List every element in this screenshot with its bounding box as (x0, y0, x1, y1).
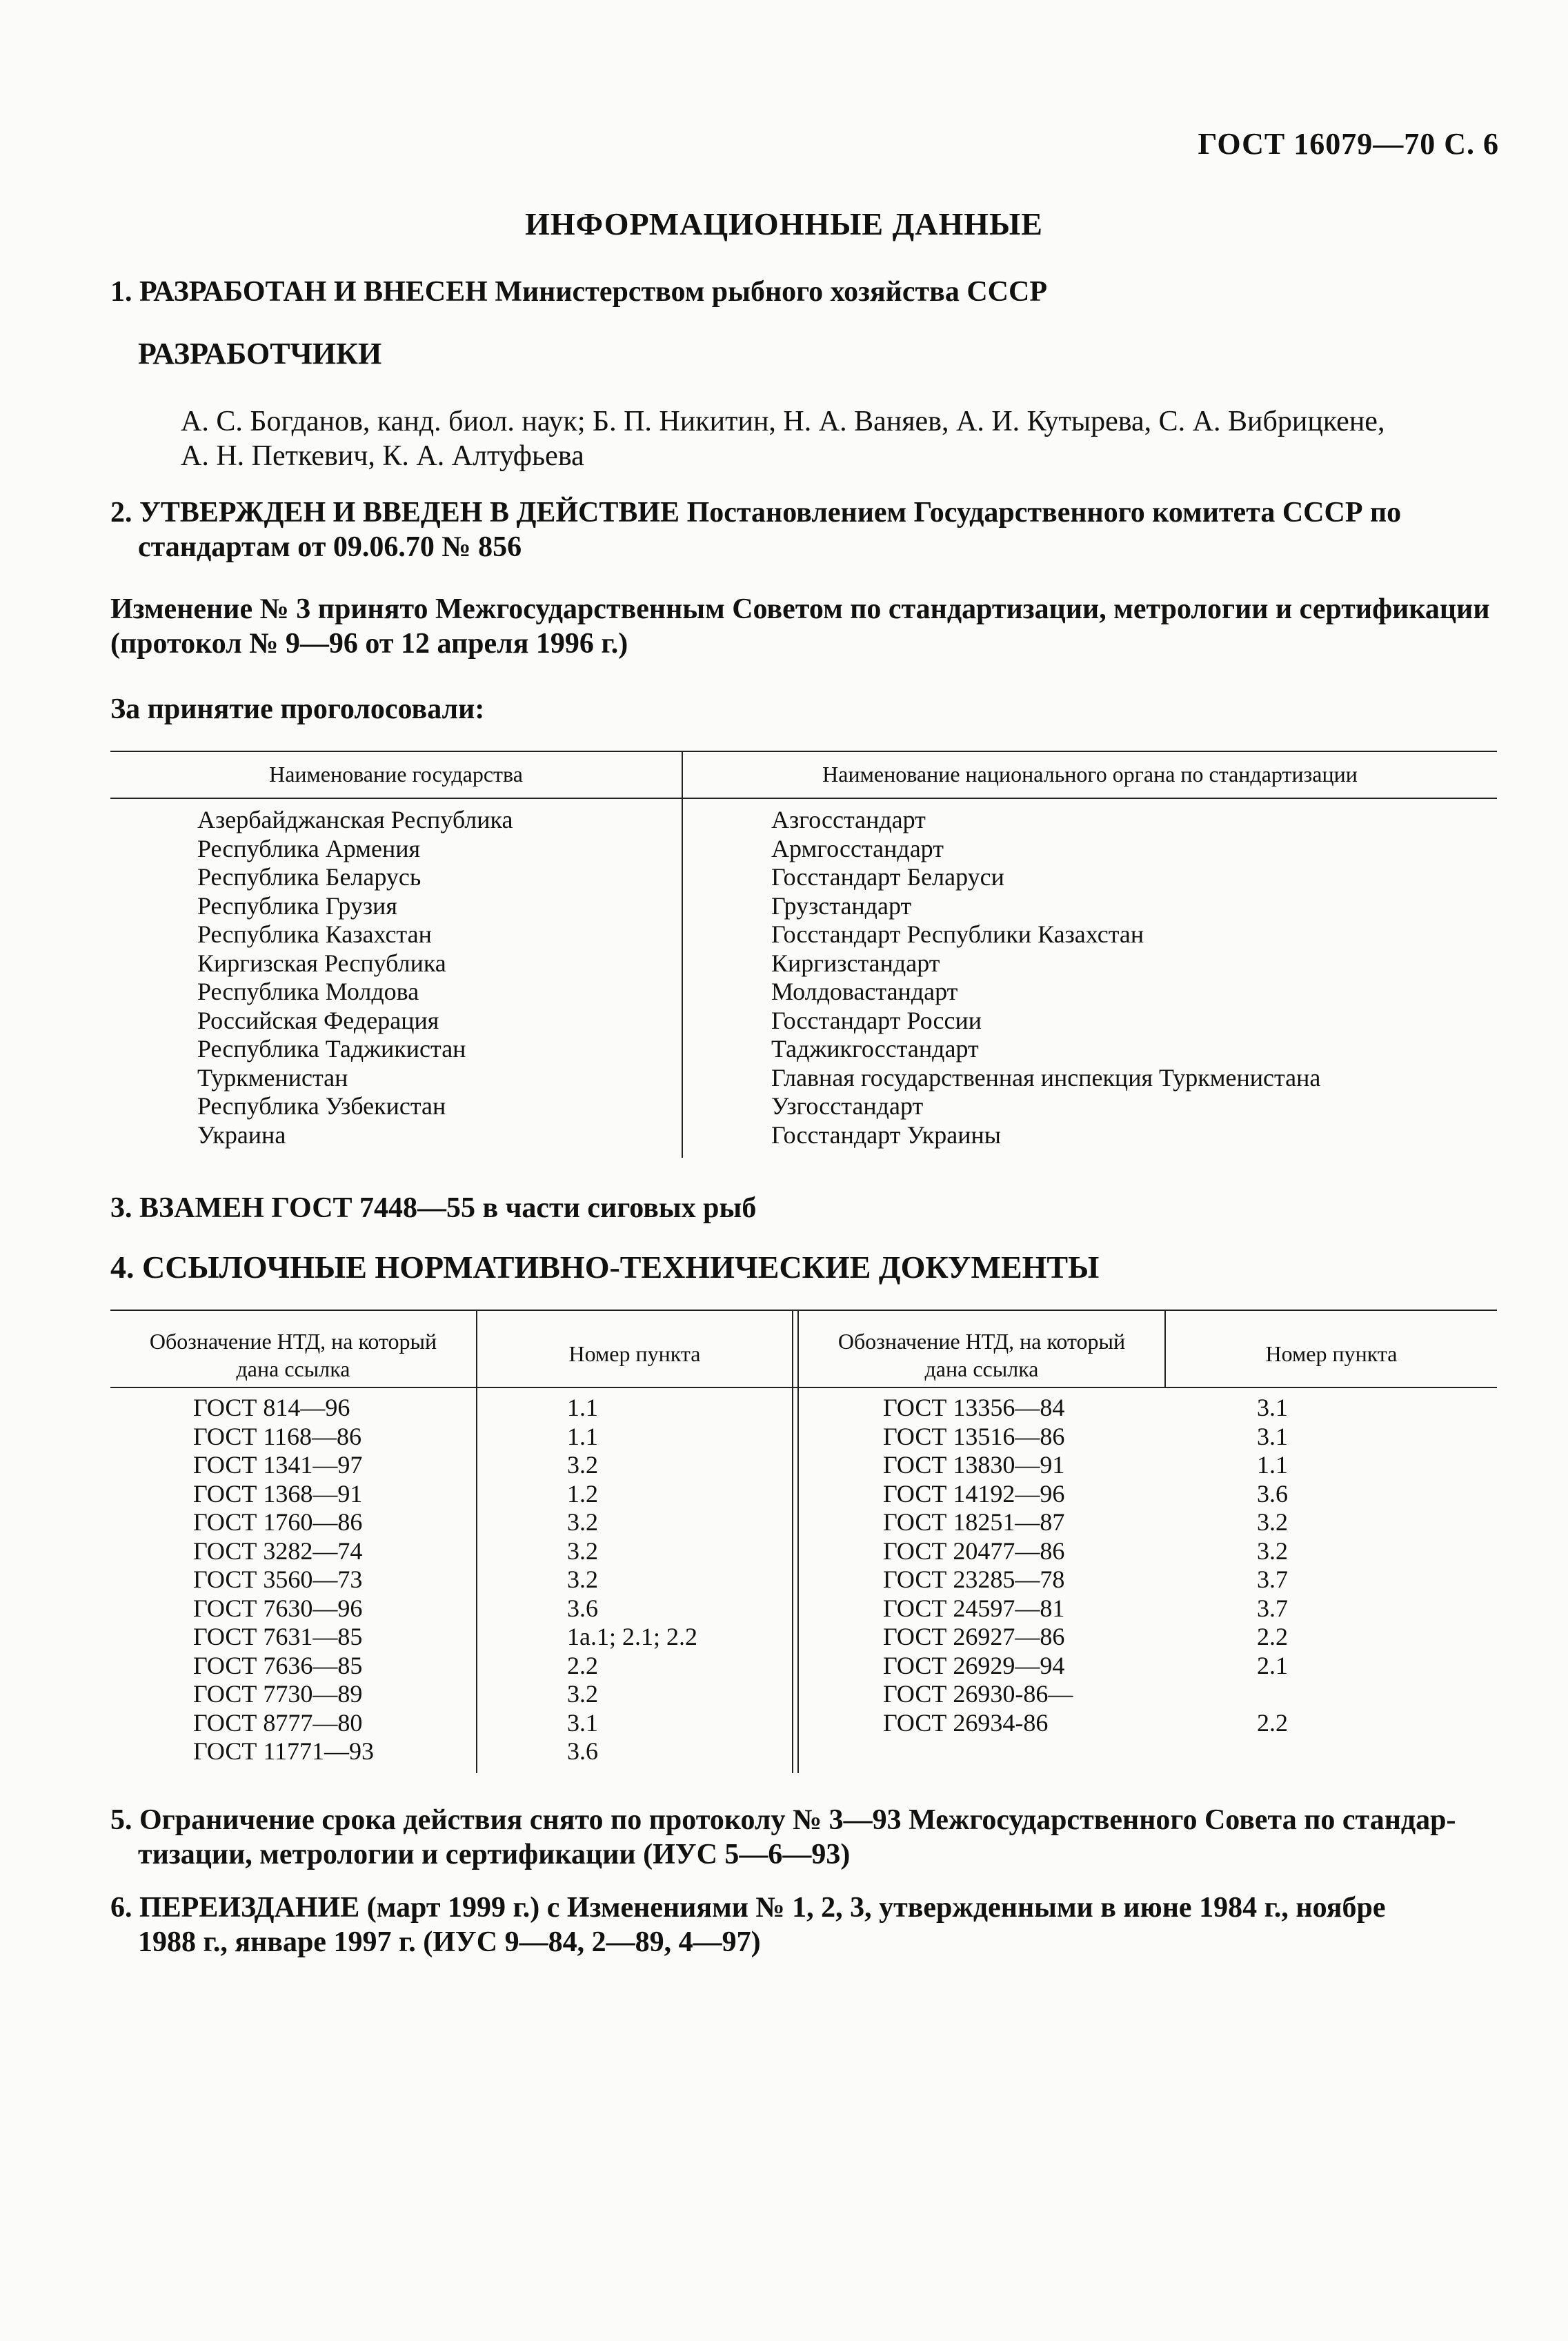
developers-line-1: А. С. Богданов, канд. биол. наук; Б. П. Никитин, Н. А. Ваняев, А. И. Кутырева, С. А. Вибрицкене, (181, 406, 1385, 437)
ref-doc-cell: ГОСТ 7630—96 (193, 1594, 363, 1622)
ref-header-doc-left (110, 1327, 476, 1383)
section-2-text: Постановлением Государственного комитета СССР по (686, 497, 1402, 529)
votes-state-cell: Азербайджанская Республика (197, 806, 513, 833)
votes-table-divider (682, 751, 683, 1158)
section-5-line-1: 5. Ограничение срока действия снято по протоколу № 3—93 Межгосударственного Совета по стандар- (110, 1804, 1456, 1836)
votes-table-header-rule (110, 798, 1497, 799)
ref-point-cell: 2.2 (1257, 1708, 1288, 1737)
page-header: ГОСТ 16079—70 С. 6 (1198, 127, 1499, 161)
ref-doc-cell: ГОСТ 1341—97 (193, 1451, 363, 1479)
section-3 (110, 1191, 756, 1225)
votes-body-cell: Госстандарт России (771, 1006, 982, 1034)
ref-point-cell: 3.7 (1257, 1565, 1288, 1593)
votes-body-cell: Азгосстандарт (771, 806, 926, 833)
votes-state-cell: Туркменистан (197, 1063, 348, 1092)
ref-point-cell: 1а.1; 2.1; 2.2 (567, 1623, 697, 1650)
ref-point-cell: 3.6 (567, 1594, 598, 1622)
ref-doc-cell: ГОСТ 3560—73 (193, 1565, 363, 1593)
votes-header-body: Наименование национального органа по стандартизации (822, 762, 1358, 787)
section-5-line-2: тизации, метрологии и сертификации (ИУС 5—6—93) (138, 1839, 851, 1870)
ref-right-point-column (1257, 1394, 1288, 1737)
votes-body-cell: Грузстандарт (771, 891, 912, 920)
section-3-num: 3. (110, 1192, 132, 1224)
ref-doc-cell: ГОСТ 8777—80 (193, 1708, 363, 1737)
ref-point-cell: 3.1 (1257, 1394, 1288, 1421)
votes-state-cell: Республика Беларусь (197, 863, 421, 891)
section-6-line-1: (март 1999 г.) с Изменениями № 1, 2, 3, утвержденными в июне 1984 г., ноябре (366, 1892, 1386, 1924)
ref-doc-cell: ГОСТ 1368—91 (193, 1479, 363, 1508)
ref-point-cell: 3.2 (567, 1565, 598, 1593)
votes-table-top-rule (110, 751, 1497, 752)
ref-doc-cell: ГОСТ 26930-86— (883, 1680, 1073, 1708)
ref-point-cell: 3.2 (1257, 1508, 1288, 1536)
ref-doc-cell: ГОСТ 814—96 (193, 1394, 350, 1421)
ref-doc-cell: ГОСТ 26934-86 (883, 1708, 1049, 1737)
section-1-bold: РАЗРАБОТАН И ВНЕСЕН (139, 276, 488, 308)
votes-state-cell: Киргизская Республика (197, 949, 446, 977)
votes-state-cell: Украина (197, 1120, 286, 1149)
votes-body-cell: Госстандарт Республики Казахстан (771, 920, 1144, 948)
ref-table-divider-1 (476, 1310, 477, 1773)
ref-table-header-rule (110, 1387, 1497, 1388)
developers-line-2: А. Н. Петкевич, К. А. Алтуфьева (181, 440, 584, 472)
ref-table-divider-2a (792, 1310, 793, 1773)
votes-body-cell: Узгосстандарт (771, 1092, 924, 1120)
ref-doc-cell: ГОСТ 20477—86 (883, 1537, 1065, 1565)
ref-point-cell: 3.6 (567, 1737, 598, 1765)
ref-doc-cell: ГОСТ 13516—86 (883, 1422, 1065, 1450)
ref-point-cell: 3.2 (567, 1508, 598, 1536)
section-3-bold: ВЗАМЕН ГОСТ 7448—55 (139, 1192, 476, 1224)
section-4-heading: 4. ССЫЛОЧНЫЕ НОРМАТИВНО-ТЕХНИЧЕСКИЕ ДОКУМЕНТЫ (110, 1249, 1100, 1285)
change-note (110, 592, 1497, 661)
votes-state-cell: Республика Молдова (197, 978, 419, 1005)
ref-point-cell: 3.2 (567, 1680, 598, 1708)
change-line-2: (протокол № 9—96 от 12 апреля 1996 г.) (110, 628, 628, 660)
ref-left-point-column (567, 1394, 697, 1766)
ref-point-cell: 1.1 (567, 1422, 598, 1450)
ref-header-doc-right (799, 1327, 1164, 1383)
ref-doc-cell: ГОСТ 11771—93 (193, 1737, 375, 1765)
section-2-num: 2. (110, 497, 132, 529)
developers-heading: РАЗРАБОТЧИКИ (138, 337, 382, 371)
section-6-line-2: 1988 г., январе 1997 г. (ИУС 9—84, 2—89, 4—97) (138, 1926, 761, 1958)
votes-heading: За принятие проголосовали: (110, 693, 485, 725)
ref-point-cell: 3.2 (567, 1537, 598, 1565)
ref-header-point-left: Номер пункта (568, 1341, 701, 1366)
section-1-text: Министерством рыбного хозяйства СССР (495, 276, 1047, 308)
ref-header-doc-right-line2: дана ссылка (924, 1356, 1039, 1381)
votes-body-cell: Киргизстандарт (771, 949, 940, 977)
votes-body-cell: Главная государственная инспекция Туркменистана (771, 1063, 1321, 1092)
developers-list (181, 404, 1491, 473)
change-line-1: Изменение № 3 принято Межгосударственным Советом по стандартизации, метрологии и сертификации (110, 593, 1490, 625)
votes-body-cell: Таджикгосстандарт (771, 1035, 979, 1063)
section-6 (110, 1890, 1497, 1959)
ref-point-cell: 3.6 (1257, 1479, 1288, 1508)
ref-point-cell: 3.1 (567, 1708, 598, 1737)
ref-point-cell: 3.2 (1257, 1537, 1288, 1565)
ref-doc-cell: ГОСТ 7730—89 (193, 1680, 363, 1708)
ref-header-doc-left-line2: дана ссылка (236, 1356, 350, 1381)
ref-doc-cell: ГОСТ 26927—86 (883, 1623, 1065, 1650)
ref-header-doc-right-line1: Обозначение НТД, на который (837, 1329, 1126, 1354)
ref-point-cell: 1.2 (567, 1479, 598, 1508)
section-1 (110, 275, 1047, 309)
ref-point-cell: 2.2 (567, 1651, 598, 1679)
ref-header-doc-left-line1: Обозначение НТД, на который (149, 1329, 437, 1354)
votes-state-cell: Республика Армения (197, 834, 421, 862)
section-2-text-2: стандартам от 09.06.70 № 856 (138, 531, 522, 563)
ref-doc-cell: ГОСТ 13356—84 (883, 1394, 1065, 1421)
section-6-bold: 6. ПЕРЕИЗДАНИЕ (110, 1892, 360, 1924)
votes-body-cell: Госстандарт Украины (771, 1120, 1001, 1149)
votes-state-cell: Республика Таджикистан (197, 1035, 466, 1063)
ref-right-doc-column (883, 1394, 1073, 1737)
ref-doc-cell: ГОСТ 23285—78 (883, 1565, 1065, 1593)
votes-state-cell: Республика Казахстан (197, 920, 432, 948)
ref-table-top-rule (110, 1310, 1497, 1311)
votes-state-cell: Республика Узбекистан (197, 1092, 446, 1120)
votes-states-column (197, 806, 513, 1149)
votes-body-cell: Госстандарт Беларуси (771, 863, 1004, 891)
votes-header-state: Наименование государства (269, 762, 523, 787)
ref-point-cell: 2.1 (1257, 1651, 1288, 1679)
ref-point-cell: 1.1 (1257, 1451, 1288, 1479)
ref-doc-cell: ГОСТ 3282—74 (193, 1537, 363, 1565)
ref-doc-cell: ГОСТ 14192—96 (883, 1479, 1065, 1508)
ref-doc-cell: ГОСТ 13830—91 (883, 1451, 1065, 1479)
ref-point-cell: 3.1 (1257, 1422, 1288, 1450)
votes-body-cell: Молдовастандарт (771, 978, 958, 1005)
section-2 (110, 495, 1497, 564)
ref-point-cell: 1.1 (567, 1394, 598, 1421)
ref-doc-cell: ГОСТ 1760—86 (193, 1508, 363, 1536)
section-3-text: в части сиговых рыб (482, 1192, 757, 1224)
section-2-bold: УТВЕРЖДЕН И ВВЕДЕН В ДЕЙСТВИЕ (139, 497, 680, 529)
ref-point-cell (1257, 1680, 1288, 1709)
page-title: ИНФОРМАЦИОННЫЕ ДАННЫЕ (525, 206, 1043, 241)
ref-left-doc-column (193, 1394, 374, 1766)
ref-header-point-right: Номер пункта (1265, 1341, 1398, 1366)
votes-body-cell: Армгосстандарт (771, 834, 944, 862)
ref-doc-cell: ГОСТ 1168—86 (193, 1422, 362, 1450)
ref-doc-cell: ГОСТ 18251—87 (883, 1508, 1065, 1536)
votes-state-cell: Республика Грузия (197, 891, 397, 920)
section-1-num: 1. (110, 276, 132, 308)
ref-doc-cell: ГОСТ 24597—81 (883, 1594, 1065, 1622)
votes-bodies-column (771, 806, 1320, 1149)
ref-point-cell: 2.2 (1257, 1623, 1288, 1650)
ref-doc-cell: ГОСТ 7636—85 (193, 1651, 363, 1679)
votes-state-cell: Российская Федерация (197, 1006, 439, 1034)
ref-point-cell: 3.7 (1257, 1594, 1288, 1622)
ref-point-cell: 3.2 (567, 1451, 598, 1479)
ref-doc-cell: ГОСТ 26929—94 (883, 1651, 1065, 1679)
ref-doc-cell: ГОСТ 7631—85 (193, 1623, 363, 1650)
section-5 (110, 1803, 1497, 1872)
